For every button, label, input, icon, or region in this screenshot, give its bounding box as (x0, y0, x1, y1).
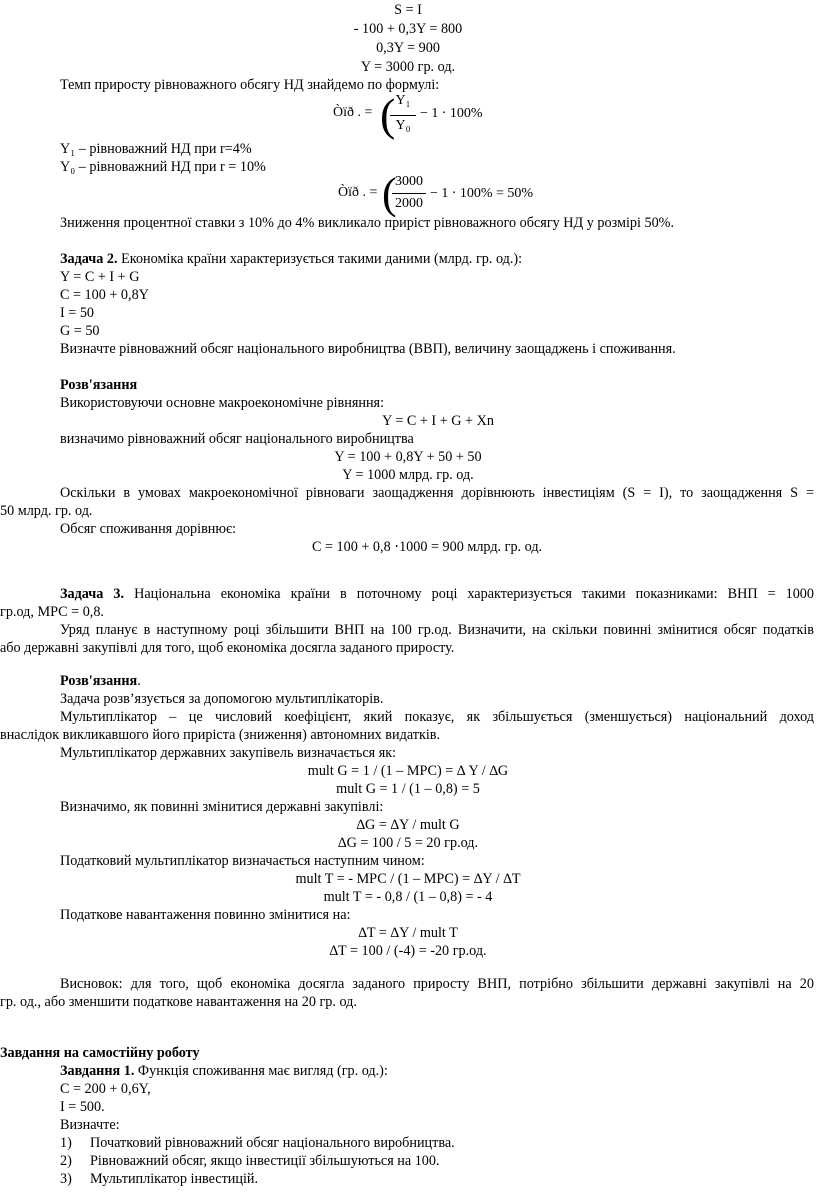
text-line: Зниження процентної ставки з 10% до 4% викликало приріст рівноважного обсягу НД у розмірі 50%. (60, 215, 675, 231)
text-line: Мультиплікатор державних закупівель визначається як: (60, 745, 397, 761)
equation-line: ∆G = ∆Y / mult G (356, 817, 460, 833)
text-line: або державні закупівлі для того, щоб економіка досягла заданого приросту. (0, 640, 455, 656)
equation-line: Y = 3000 гр. од. (360, 59, 456, 75)
task-2-heading (60, 250, 522, 268)
text-line: Y₁ – рівноважний НД при r=4% (60, 141, 252, 157)
list-item: 2) Рівноважний обсяг, якщо інвестиції збільшуються на 100. (60, 1153, 440, 1169)
equation-line: mult G = 1 / (1 – 0,8) = 5 (336, 781, 480, 797)
conclusion-line: гр. од., або зменшити податкове навантаження на 20 гр. од. (0, 994, 357, 1010)
task-text: Економіка країни характеризується такими даними (млрд. гр. од.): (117, 251, 523, 267)
list-item: 1) Початковий рівноважний обсяг національного виробництва. (60, 1135, 455, 1151)
equation-line: - 100 + 0,3Y = 800 (353, 21, 463, 37)
text-line: Оскільки в умовах макроекономічної рівноваги заощадження дорівнюють інвестиціям (S = I), то заощадження S = (60, 485, 814, 501)
equation-line: mult T = - 0,8 / (1 – 0,8) = - 4 (323, 889, 493, 905)
text-line: Уряд планує в наступному році збільшити ВНП на 100 гр.од. Визначити, на скільки повинні змінитися обсяг податків (60, 622, 814, 638)
task-3-heading (60, 585, 814, 603)
equation-line: I = 500. (60, 1099, 105, 1115)
solution-heading: Розв'язання (60, 377, 138, 393)
fraction-bar (390, 115, 416, 116)
equation-line: Y = C + I + G + Xn (382, 413, 494, 429)
text-line: Використовуючи основне макроекономічне рівняння: (60, 395, 385, 411)
equation-line: S = I (394, 2, 422, 18)
equation-line: ∆T = ∆Y / mult T (358, 925, 458, 941)
formula-numerator: 3000 (395, 174, 423, 189)
text-line: Податковий мультиплікатор визначається наступним чином: (60, 853, 425, 869)
formula-lhs: Òïð . = (333, 105, 373, 120)
equation-line: mult T = - МРС / (1 – МРС) = ∆Y / ∆T (295, 871, 521, 887)
text-line: Мультиплікатор – це числовий коефіцієнт, який показує, як збільшується (зменшується) національний доход (60, 709, 814, 725)
equation-line: Y = 1000 млрд. гр. од. (342, 467, 474, 483)
text-line: Темп приросту рівноважного обсягу НД знайдемо по формулі: (60, 77, 440, 93)
text-line: визначимо рівноважний обсяг національного виробництва (60, 431, 414, 447)
equation-line: 0,3Y = 900 (376, 40, 440, 56)
equation-line: Y = C + I + G (60, 269, 140, 285)
text-line: внаслідок викликавшого його приріста (зниження) автономних видатків. (0, 727, 441, 743)
equation-line: ∆T = 100 / (-4) = -20 гр.од. (329, 943, 487, 959)
equation-line: C = 100 + 0,8Y (60, 287, 149, 303)
equation-line: I = 50 (60, 305, 95, 321)
text-line: Y₀ – рівноважний НД при r = 10% (60, 159, 266, 175)
list-item: 3) Мультиплікатор інвестицій. (60, 1171, 259, 1187)
task-text: Національна економіка країни в поточному році характеризується такими показниками: ВНП = 1000 (124, 586, 814, 602)
section-heading: Завдання на самостійну роботу (0, 1045, 200, 1061)
fraction-bar (392, 193, 426, 194)
equation-line: ∆G = 100 / 5 = 20 гр.од. (337, 835, 479, 851)
text-line: 50 млрд. гр. од. (0, 503, 93, 519)
text-line: гр.од, МРС = 0,8. (0, 604, 104, 620)
list-number: 1) (60, 1135, 72, 1151)
text-line: Податкове навантаження повинно змінитися на: (60, 907, 351, 923)
conclusion-line: Висновок: для того, щоб економіка досягла заданого приросту ВНП, потрібно збільшити державні закупівлі на 20 (60, 976, 814, 992)
list-number: 2) (60, 1153, 72, 1169)
formula-denominator: 2000 (395, 196, 423, 211)
text-line: Обсяг споживання дорівнює: (60, 521, 237, 537)
formula-rest: − 1 ⋅ 100% (420, 106, 483, 121)
list-number: 3) (60, 1171, 72, 1187)
formula-denominator: Y₀ (395, 118, 411, 133)
formula-lhs: Òïð . = (338, 185, 378, 200)
equation-line: G = 50 (60, 323, 100, 339)
assignment-1-heading: Завдання 1. Функція споживання має вигляд (гр. од.): (60, 1063, 388, 1079)
equation-line: C = 200 + 0,6Y, (60, 1081, 151, 1097)
solution-heading: Розв'язання. (60, 673, 141, 689)
task-title: Задача 3. (60, 586, 125, 602)
text-line: Задача розв’язується за допомогою мультиплікаторів. (60, 691, 384, 707)
formula-numerator: Y₁ (395, 93, 411, 108)
text-line: Визначте рівноважний обсяг національного виробництва (ВВП), величину заощаджень і споживання. (60, 341, 676, 357)
text-line: Визначимо, як повинні змінитися державні закупівлі: (60, 799, 384, 815)
task-title: Задача 2. (60, 251, 118, 267)
equation-line: mult G = 1 / (1 – МРС) = ∆ Y / ∆G (307, 763, 509, 779)
formula-rest: − 1 ⋅ 100% = 50% (430, 186, 534, 201)
text-line: Визначте: (60, 1117, 120, 1133)
equation-line: Y = 100 + 0,8Y + 50 + 50 (334, 449, 482, 465)
equation-line: C = 100 + 0,8 ⋅1000 = 900 млрд. гр. од. (312, 539, 543, 555)
